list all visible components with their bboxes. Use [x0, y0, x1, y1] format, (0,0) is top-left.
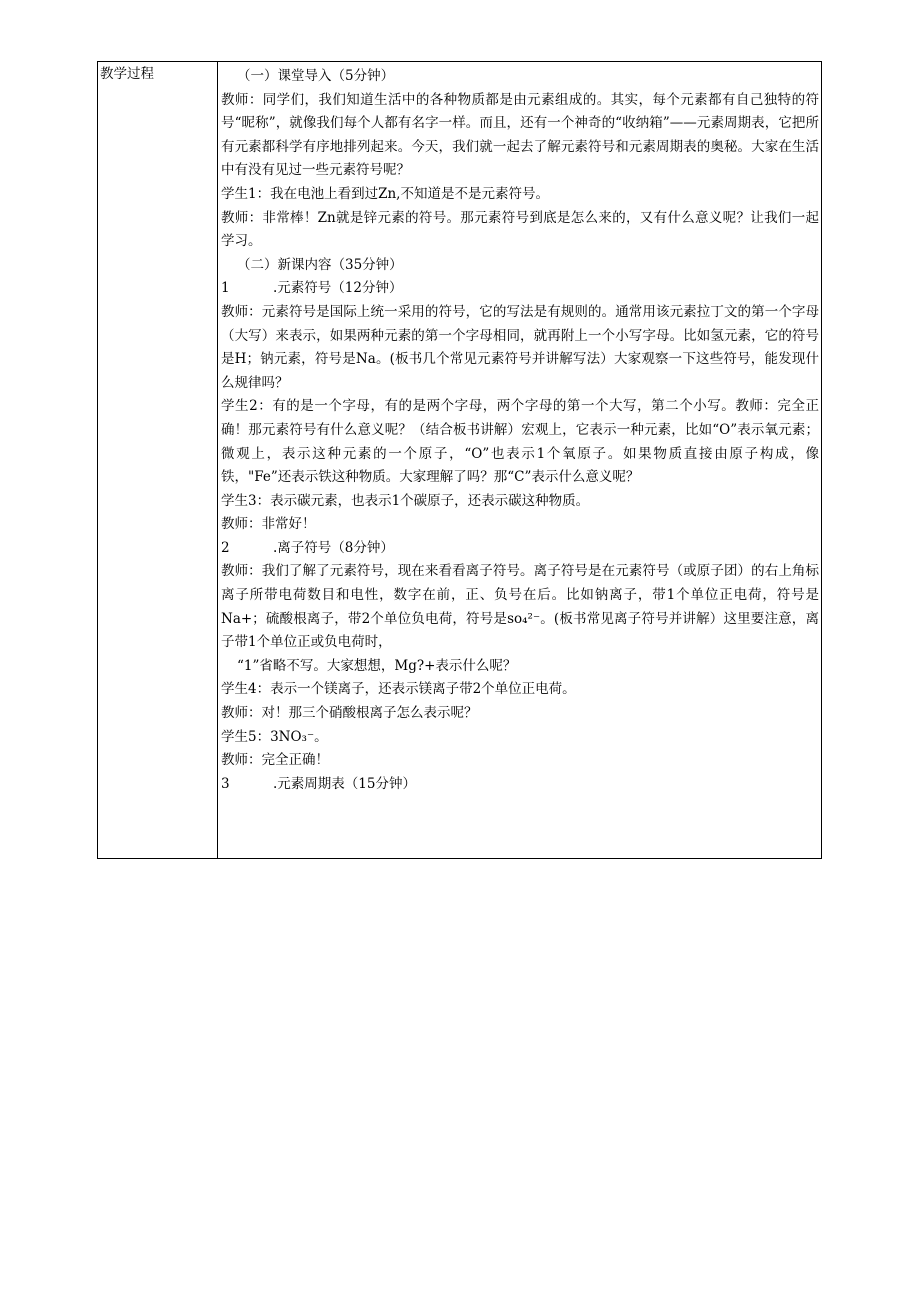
item-number: 2 [221, 539, 230, 556]
row-content-cell [218, 62, 822, 859]
row-label: 教学过程 [100, 66, 154, 82]
section-heading: （二）新课内容（35分钟） [237, 256, 403, 273]
paragraph: 教师：同学们，我们知道生活中的各种物质都是由元素组成的。其实，每个元素都有自己独特的符号“昵称”，就像我们每个人都有名字一样。而且，还有一个神奇的“收纳箱”——元素周期表，它把所有元素都科学有序地排列起来。今天，我们就一起去了解元素符号和元素周期表的奥秘。大家在生活中有没有见过一些元素符号呢？ [221, 91, 819, 179]
paragraph: 学生5：3NO₃⁻。 [221, 728, 328, 745]
item-title: .元素符号（12分钟） [273, 280, 403, 297]
paragraph: 学生4：表示一个镁离子，还表示镁离子带2个单位正电荷。 [221, 681, 576, 698]
numbered-heading [221, 277, 819, 301]
paragraph: 教师：完全正确！ [221, 752, 329, 769]
indented-line: “1”省略不写。大家想想，Mg?+表示什么呢？ [237, 657, 517, 674]
lesson-content [218, 62, 821, 796]
paragraph: 教师：非常棒！Zn就是锌元素的符号。那元素符号到底是怎么来的，又有什么意义呢？让我们一起学习。 [221, 209, 819, 250]
row-label-cell [98, 62, 218, 859]
item-number: 1 [221, 280, 230, 297]
item-title: .元素周期表（15分钟） [273, 775, 416, 792]
lesson-table [97, 61, 822, 859]
paragraph: 学生2：有的是一个字母，有的是两个字母，两个字母的第一个大写，第二个小写。教师：完全正确！那元素符号有什么意义呢？（结合板书讲解）宏观上，它表示一种元素，比如“O”表示氧元素；微观上，表示这种元素的一个原子，“O”也表示1个氧原子。如果物质直接由原子构成，像铁，"Fe”还表示铁这种物质。大家理解了吗？那“C”表示什么意义呢？ [221, 398, 819, 486]
section-heading: （一）课堂导入（5分钟） [237, 68, 395, 84]
item-number: 3 [221, 775, 230, 792]
numbered-heading [221, 537, 819, 561]
paragraph: 学生3：表示碳元素，也表示1个碳原子，还表示碳这种物质。 [221, 492, 590, 509]
item-title: .离子符号（8分钟） [273, 539, 394, 556]
paragraph: 教师：我们了解了元素符号，现在来看看离子符号。离子符号是在元素符号（或原子团）的右上角标离子所带电荷数目和电性，数字在前，正、负号在后。比如钠离子，带1个单位正电荷，符号是Na+；硫酸根离子，带2个单位负电荷，符号是so₄²⁻。(板书常见离子符号并讲解）这里要注意，离子带1个单位正或负电荷时， [221, 563, 819, 651]
paragraph: 学生1：我在电池上看到过Zn,不知道是不是元素符号。 [221, 185, 549, 202]
paragraph: 教师：元素符号是国际上统一采用的符号，它的写法是有规则的。通常用该元素拉丁文的第一个字母（大写）来表示，如果两种元素的第一个字母相同，就再附上一个小写字母。比如氢元素，它的符号是H；钠元素，符号是Na。(板书几个常见元素符号并讲解写法）大家观察一下这些符号，能发现什么规律吗？ [221, 303, 819, 391]
numbered-heading [221, 773, 819, 797]
paragraph: 教师：非常好！ [221, 516, 316, 533]
table-row [98, 62, 822, 859]
paragraph: 教师：对！那三个硝酸根离子怎么表示呢？ [221, 705, 478, 722]
